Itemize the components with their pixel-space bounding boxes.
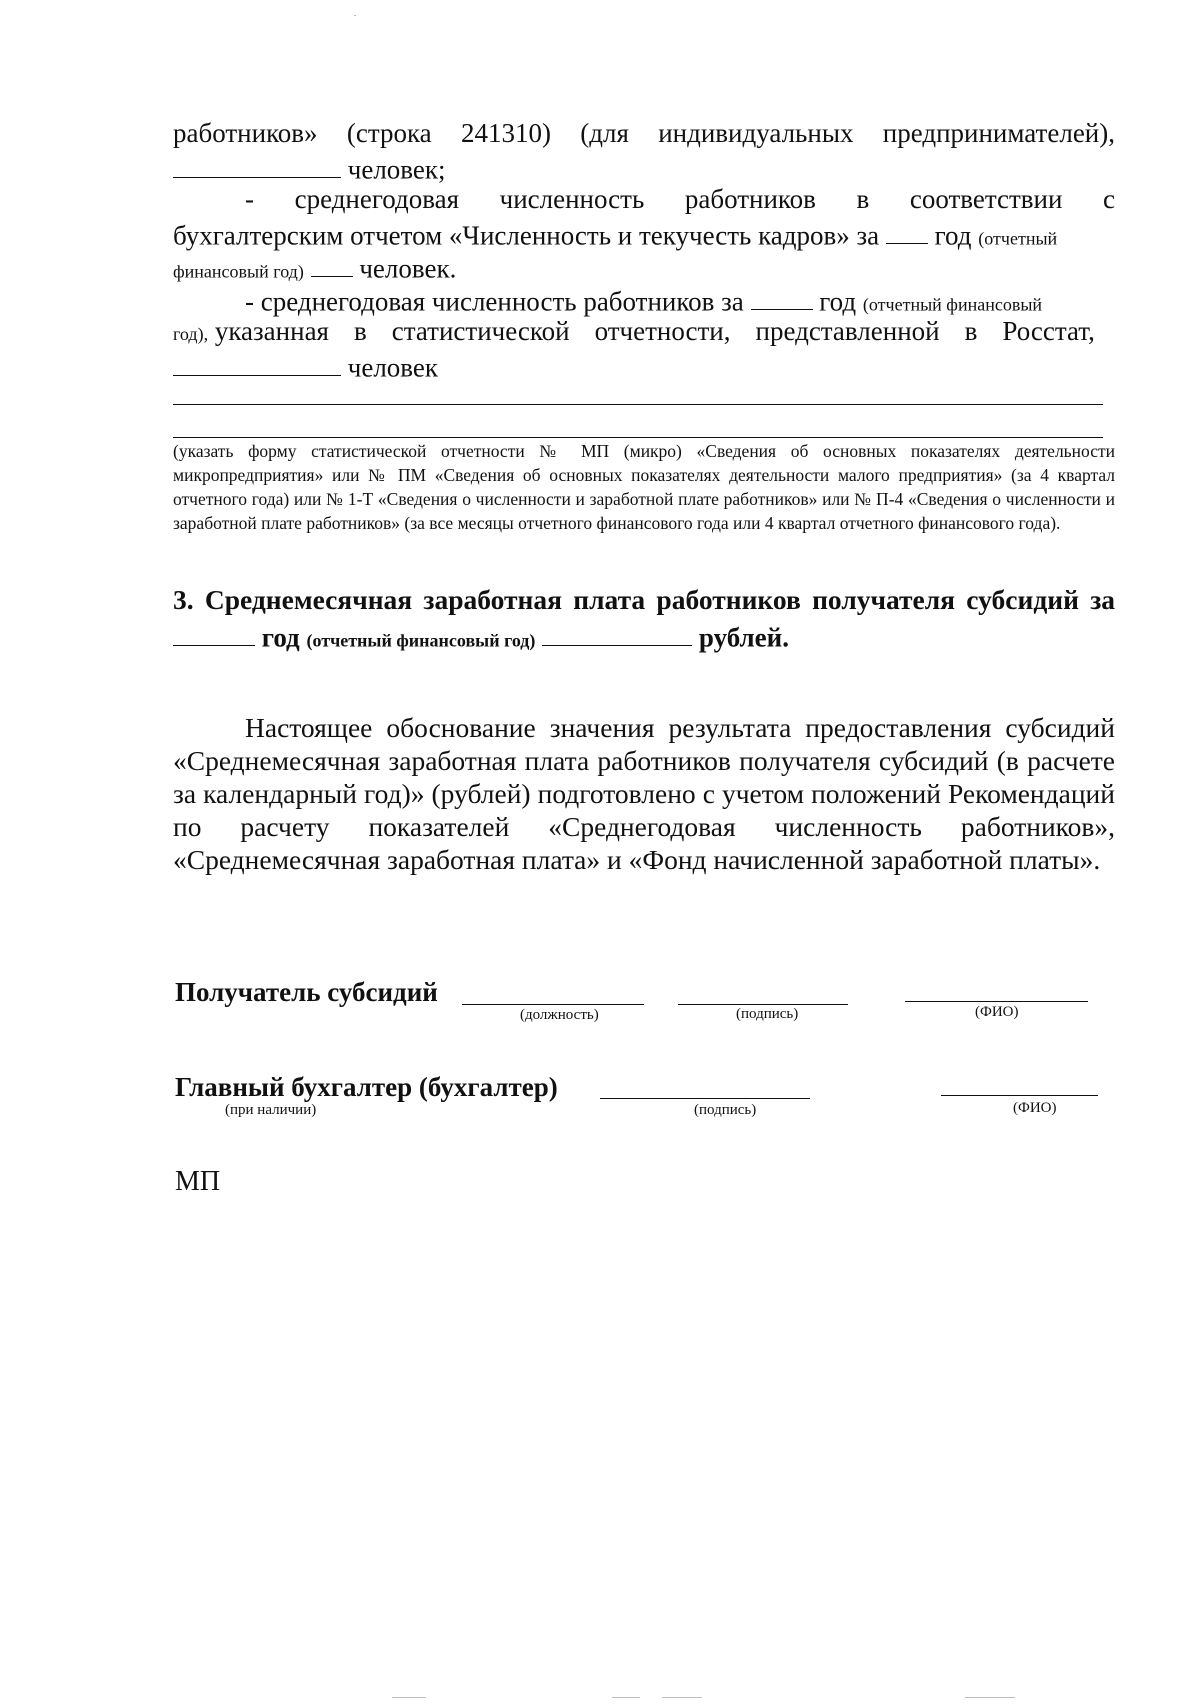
section-3-title: 3. Среднемесячная заработная плата работников получателя субсидий за <box>173 584 1115 615</box>
body-line-6 <box>245 285 1115 315</box>
accountant-name-line <box>941 1095 1098 1096</box>
body-line-3 <box>245 186 1115 213</box>
recipient-signature-line <box>678 1004 848 1005</box>
rubles-word: рублей. <box>698 622 789 653</box>
justification-text: Настоящее обоснование значения результата предоставления субсидий «Среднемесячная заработная плата работников получателя субсидий (в расчете за календарный год)» (рублей) подготовлено с учетом положений Рекомендаций по расчету показателей «Среднегодовая численность работников», «Среднемесячная заработная плата» и «Фонд начисленной заработной платы». <box>173 712 1115 875</box>
year-note-2b: год), <box>173 324 209 344</box>
body-text-line-2: человек; <box>347 154 446 185</box>
employees-count-blank-3 <box>173 351 341 376</box>
year-note-3: (отчетный финансовый год) <box>306 630 536 651</box>
recipient-position-line <box>462 1004 644 1005</box>
recipient-caption-name: (ФИО) <box>975 1004 1019 1020</box>
accountant-caption-presence: (при наличии) <box>225 1102 317 1118</box>
scan-speck <box>965 1697 1015 1698</box>
accountant-caption-name: (ФИО) <box>1013 1100 1057 1116</box>
year-word-2: год <box>819 286 857 317</box>
body-line-2 <box>173 153 1115 183</box>
body-text-line-3: - среднегодовая численность работников в соответствии с <box>245 184 1115 214</box>
accountant-caption-signature: (подпись) <box>694 1102 757 1118</box>
body-text-line-8: человек <box>347 352 438 383</box>
employees-count-blank <box>173 153 341 178</box>
year-note-1a: (отчетный <box>978 228 1058 249</box>
chief-accountant-label: Главный бухгалтер (бухгалтер) <box>175 1072 558 1102</box>
footnote-stat-form <box>173 439 1115 535</box>
year-word-3: год <box>261 622 300 653</box>
year-note-2a: (отчетный финансовый <box>862 294 1043 315</box>
stamp-place-label: МП <box>175 1166 221 1197</box>
recipient-caption-signature: (подпись) <box>736 1006 799 1022</box>
year-note-1b: финансовый год) <box>173 261 304 282</box>
scan-speck <box>612 1697 640 1698</box>
body-line-5 <box>173 252 1115 282</box>
footnote-text: (указать форму статистической отчетности № МП (микро) «Сведения об основных показателях деятельности микропредприятия» или № ПМ «Сведения об основных показателях деятельности малого предприятия» (за 4 квартал отчетного года) или № 1-Т «Сведения о численности и заработной плате работников» или № П-4 «Сведения о численности и заработной плате работников» (за все месяцы отчетного финансового года или 4 квартал отчетного финансового года). <box>173 441 1115 533</box>
section-3-heading <box>173 586 1115 614</box>
body-text-line-1: работников» (строка 241310) (для индивидуальных предпринимателей), <box>173 118 1115 148</box>
body-text-line-5: человек. <box>359 253 457 284</box>
body-text-line-7: указанная в статистической отчетности, представленной в Росстат, <box>214 316 1095 346</box>
year-blank-3 <box>173 621 255 646</box>
justification-paragraph <box>173 711 1115 876</box>
scan-speck <box>354 15 356 16</box>
year-blank-1 <box>886 219 928 244</box>
employees-count-blank-2 <box>311 252 353 277</box>
year-blank-2 <box>751 285 813 310</box>
year-word-1: год <box>934 220 972 251</box>
body-line-7 <box>173 318 1115 345</box>
body-text-line-6: - среднегодовая численность работников за <box>245 286 744 317</box>
form-fill-line-2 <box>173 437 1103 438</box>
scan-speck <box>392 1697 426 1698</box>
recipient-name-line <box>905 1001 1088 1002</box>
salary-blank <box>542 621 692 646</box>
body-line-1 <box>173 120 1115 147</box>
accountant-signature-line <box>600 1098 810 1099</box>
recipient-label: Получатель субсидий <box>175 977 438 1007</box>
form-fill-line-1 <box>173 404 1103 405</box>
body-line-8 <box>173 351 1115 381</box>
section-3-line-2 <box>173 621 1115 651</box>
scan-speck <box>662 1697 702 1698</box>
recipient-caption-position: (должность) <box>520 1007 599 1023</box>
body-line-4 <box>173 219 1115 249</box>
body-text-line-4: бухгалтерским отчетом «Численность и текучесть кадров» за <box>173 220 880 251</box>
